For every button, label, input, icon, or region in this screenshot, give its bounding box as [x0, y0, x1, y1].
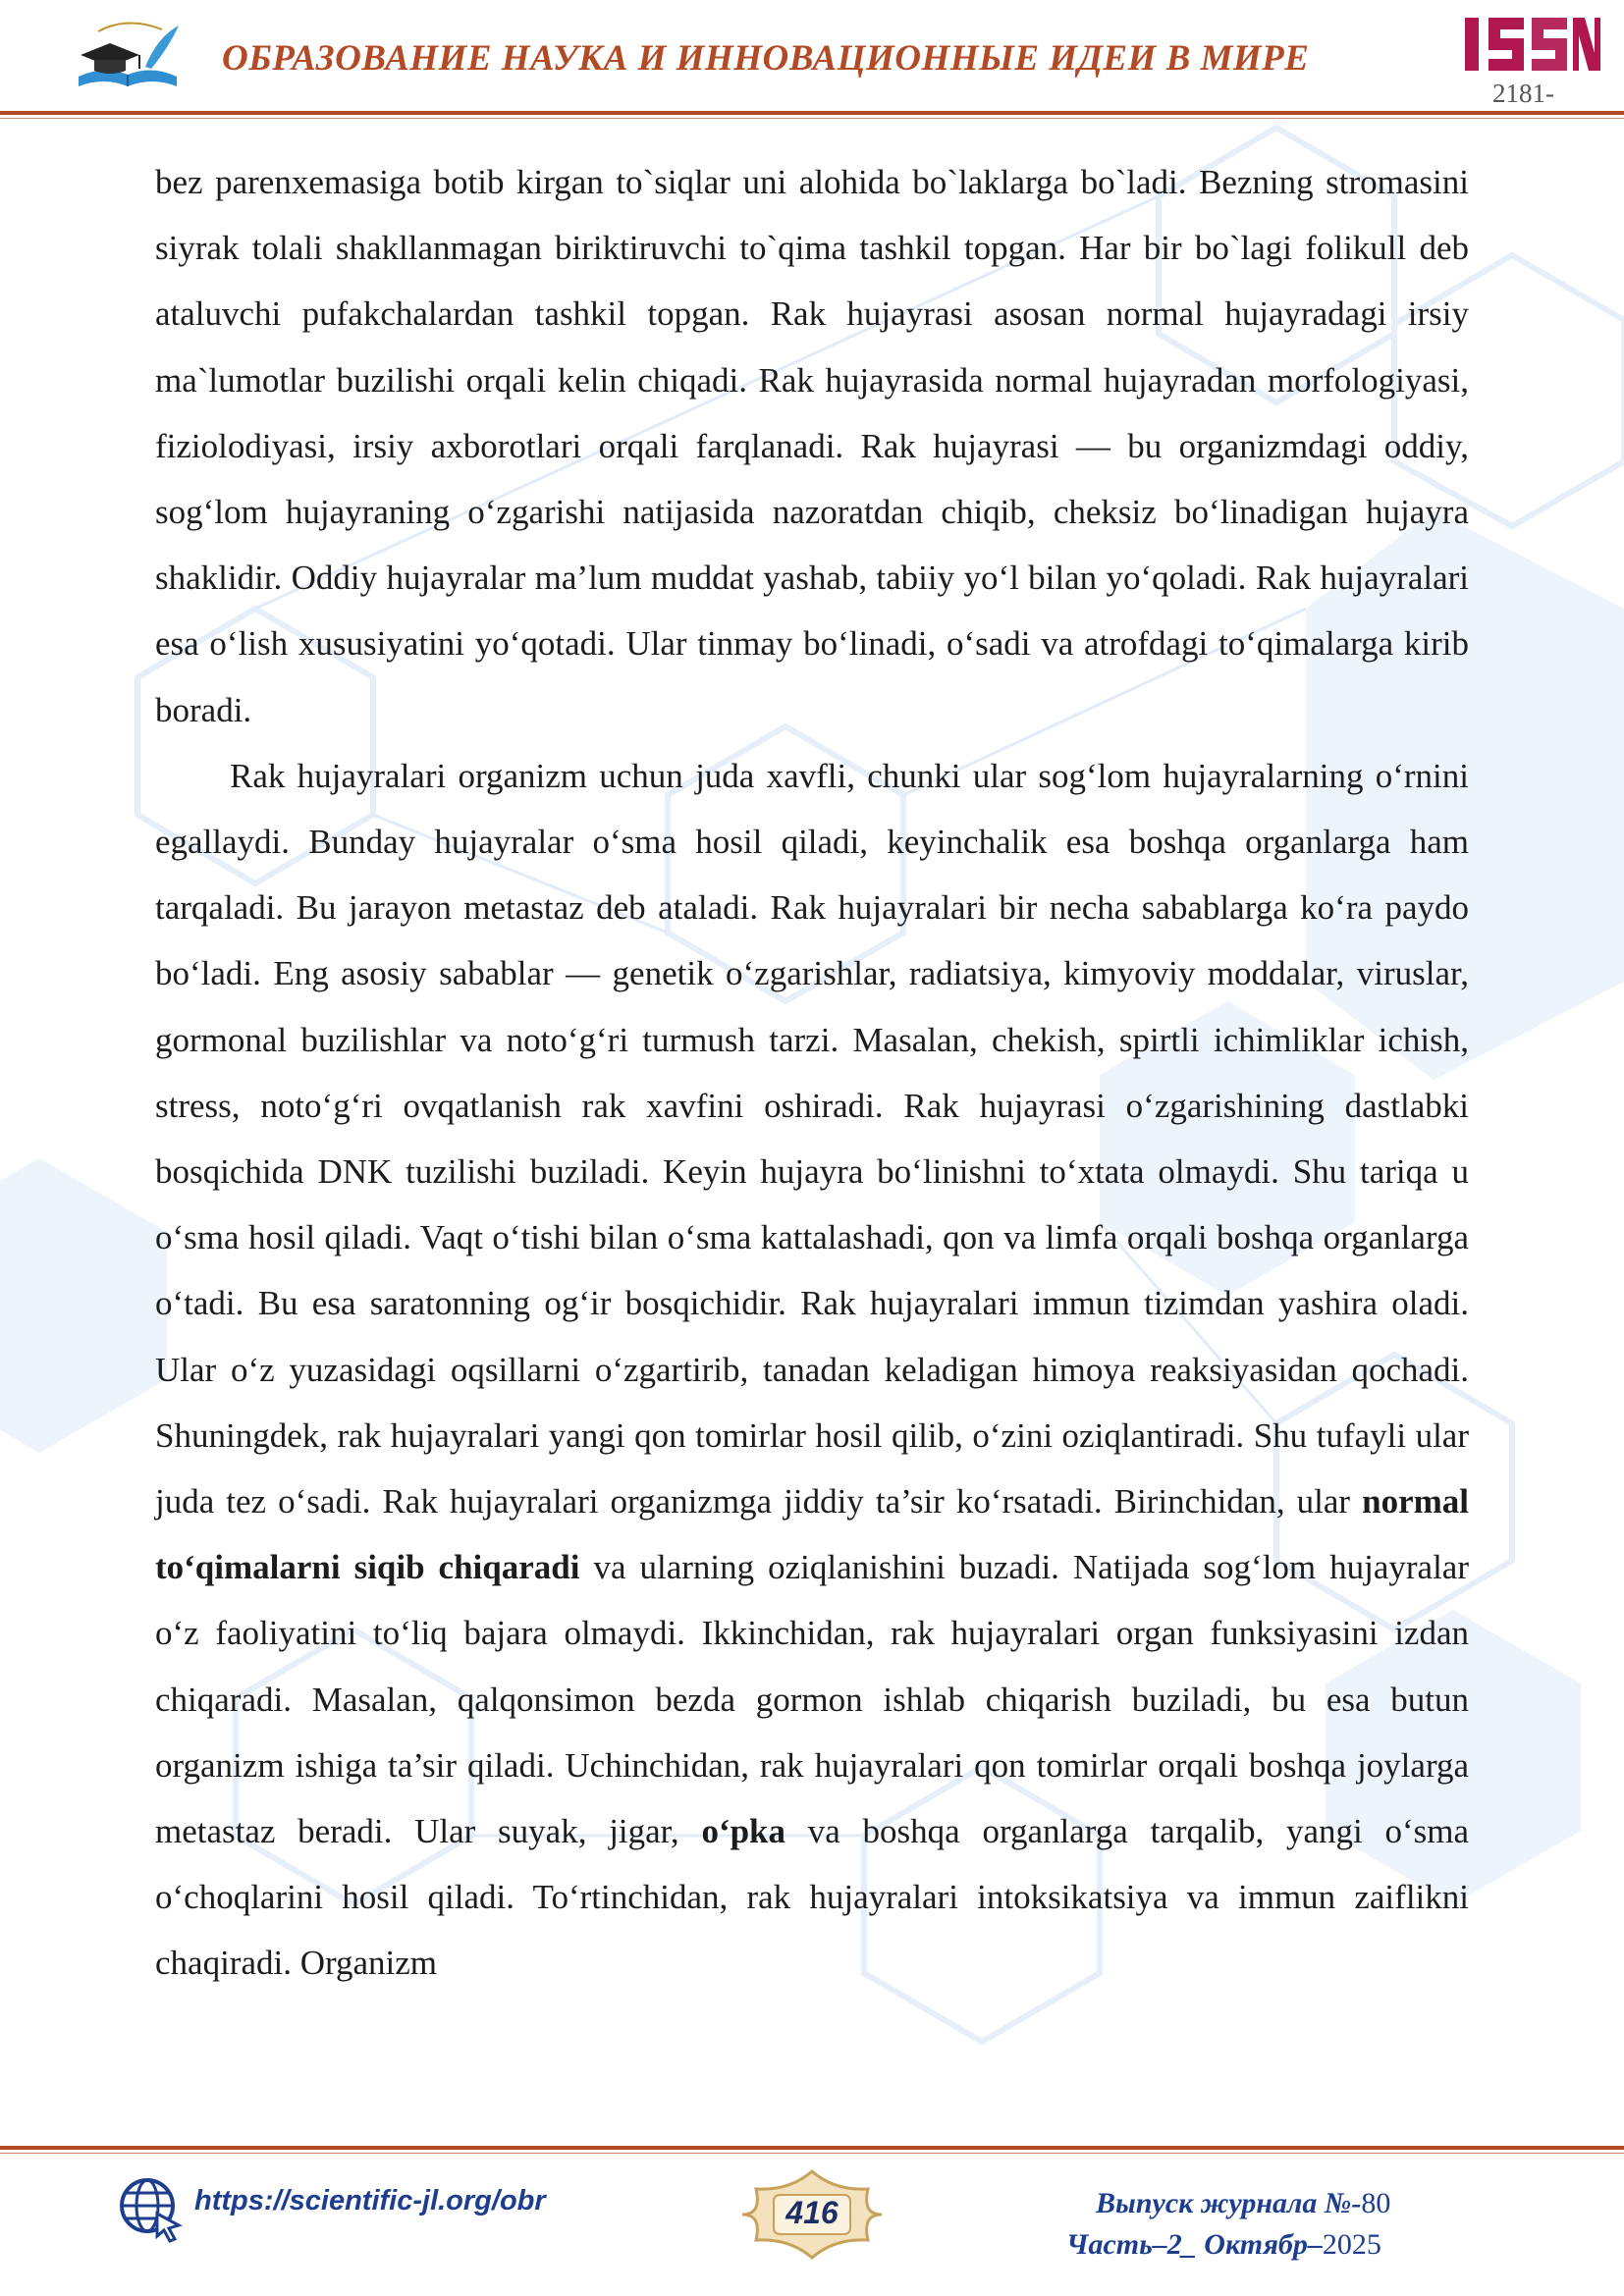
paragraph-2-part-b: va ularning oziqlanishini buzadi. Natijada sog‘lom hujayralar o‘z faoliyatini to‘liq bajara olmaydi. Ikkinchidan, rak hujayralari organ funksiyasini izdan chiqaradi. Masalan, qalqonsimon bezda gormon ishlab chiqarish buziladi, bu esa butun organizm ishiga ta’sir qiladi. Uchinchidan, rak hujayralari qon tomirlar orqali boshqa joylarga metastaz beradi. Ular suyak, jigar,	[155, 1548, 1469, 1851]
paragraph-1: bez parenxemasiga botib kirgan to`siqlar uni alohida bo`laklarga bo`ladi. Bezning stromasini siyrak tolali shakllanmagan biriktiruvchi to`qima tashkil topgan. Har bir bo`lagi folikull deb ataluvchi pufakchalardan tashkil topgan. Rak hujayrasi asosan normal hujayradagi irsiy ma`lumotlar buzilishi orqali kelin chiqadi. Rak hujayrasida normal hujayradan morfologiyasi, fiziolodiyasi, irsiy axborotlari orqali farqlanadi. Rak hujayrasi — bu organizmdagi oddiy, sog‘lom hujayraning o‘zgarishi natijasida nazoratdan chiqib, cheksiz bo‘linadigan hujayra shaklidir. Oddiy hujayralar ma’lum muddat yashab, tabiiy yo‘l bilan yo‘qoladi. Rak hujayralari esa o‘lish xususiyatini yo‘qotadi. Ular tinmay bo‘linadi, o‘sadi va atrofdagi to‘qimalarga kirib boradi.	[155, 163, 1469, 729]
journal-logo	[69, 18, 187, 101]
journal-title: ОБРАЗОВАНИЕ НАУКА И ИННОВАЦИОННЫЕ ИДЕИ В МИРЕ	[222, 38, 1310, 79]
bold-phrase-normal-tissue: normal to‘qimalarni siqib chiqaradi	[155, 1482, 1470, 1587]
issn-number: 2181-	[1492, 79, 1554, 108]
header-divider	[0, 111, 1624, 115]
paragraph-2-part-c: va boshqa organlarga tarqalib, yangi o‘sma o‘choqlarini hosil qiladi. To‘rtinchidan, rak hujayralari intoksikatsiya va immun zaiflikni chaqiradi. Organizm	[155, 1812, 1469, 1983]
issn-logo	[1463, 14, 1600, 78]
globe-icon	[116, 2174, 185, 2243]
part-year: 2025	[1322, 2228, 1381, 2261]
page-header	[0, 0, 1624, 128]
issue-label: Выпуск журнала №-	[1096, 2187, 1362, 2219]
part-label: Часть–2_ Октябр–	[1066, 2228, 1323, 2261]
footer-divider-thin	[0, 2153, 1624, 2154]
article-body	[155, 149, 1469, 1997]
journal-issue	[1096, 2187, 1390, 2220]
page-number: 416	[785, 2195, 839, 2230]
journal-part-date	[1066, 2228, 1381, 2262]
issue-number: 80	[1361, 2187, 1391, 2219]
journal-url-link[interactable]: https://scientific-jl.org/obr	[194, 2185, 546, 2216]
paragraph-2	[155, 743, 1469, 1997]
footer-divider	[0, 2146, 1624, 2150]
bold-word-lung: o‘pka	[701, 1812, 786, 1851]
paragraph-2-part-a: Rak hujayralari organizm uchun juda xavfli, chunki ular sog‘lom hujayralarning o‘rnini egallaydi. Bunday hujayralar o‘sma hosil qiladi, keyinchalik esa boshqa organlarga ham tarqaladi. Bu jarayon metastaz deb ataladi. Rak hujayralari bir necha sabablarga ko‘ra paydo bo‘ladi. Eng asosiy sabablar — genetik o‘zgarishlar, radiatsiya, kimyoviy moddalar, viruslar, gormonal buzilishlar va noto‘g‘ri turmush tarzi. Masalan, chekish, spirtli ichimliklar ichish, stress, noto‘g‘ri ovqatlanish rak xavfini oshiradi. Rak hujayrasi o‘zgarishining dastlabki bosqichida DNK tuzilishi buziladi. Keyin hujayra bo‘linishni to‘xtata olmaydi. Shu tariqa u o‘sma hosil qiladi. Vaqt o‘tishi bilan o‘sma kattalashadi, qon va limfa orqali boshqa organlarga o‘tadi. Bu esa saratonning og‘ir bosqichidir. Rak hujayralari immun tizimdan yashira oladi. Ular o‘z yuzasidagi oqsillarni o‘zgartirib, tanadan keladigan himoya reaksiyasidan qochadi. Shuningdek, rak hujayralari yangi qon tomirlar hosil qilib, o‘zini oziqlantiradi. Shu tufayli ular juda tez o‘sadi. Rak hujayralari organizmga jiddiy ta’sir ko‘rsatadi. Birinchidan, ular	[155, 756, 1469, 1522]
header-divider-thin	[0, 118, 1624, 119]
